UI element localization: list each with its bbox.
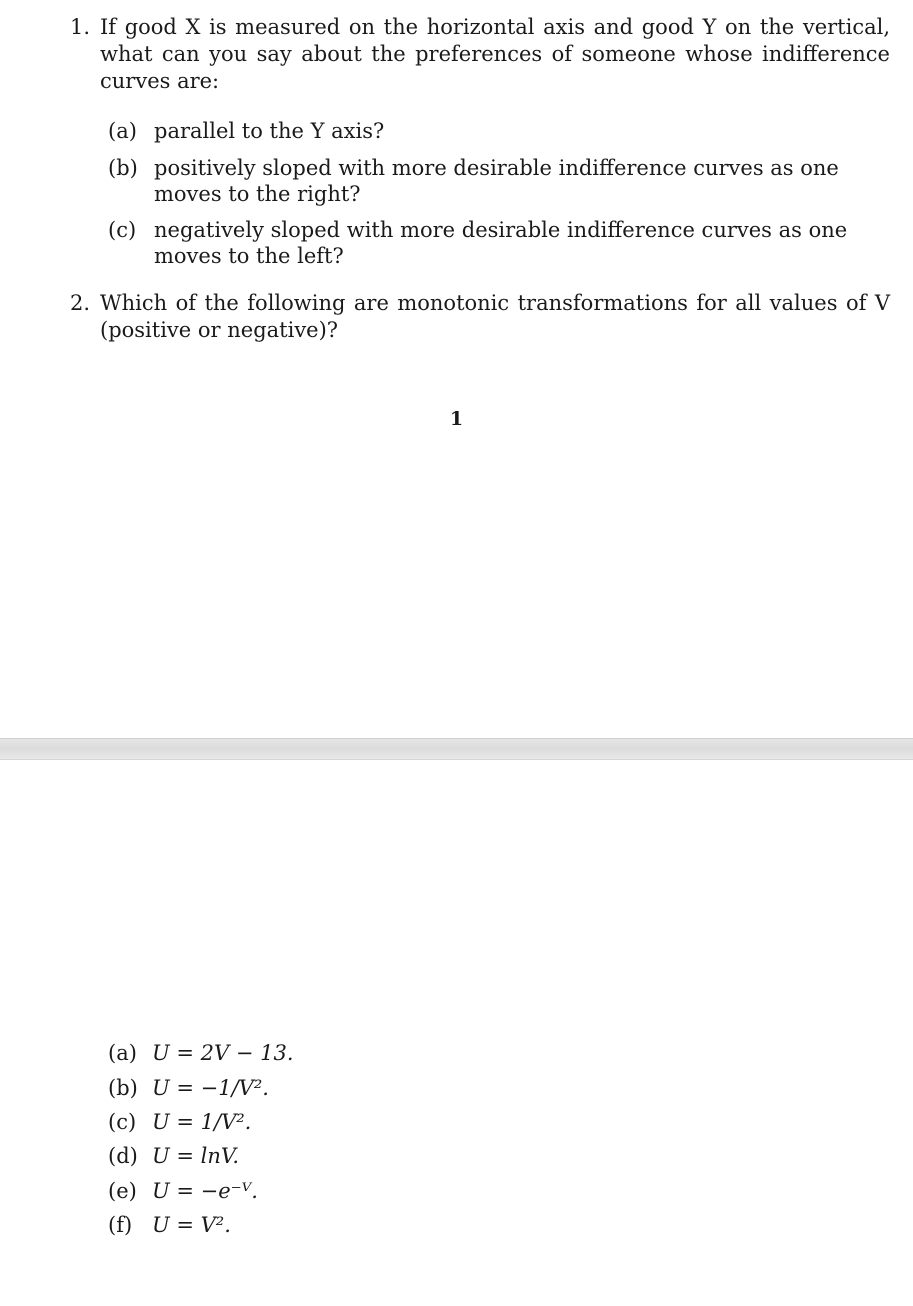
item-label: (b) <box>108 156 138 180</box>
option-expression: U = −e⁻ⱽ. <box>152 1179 258 1203</box>
question-2 <box>70 290 890 344</box>
option-expression: U = −1/V². <box>152 1076 269 1100</box>
item-text: parallel to the Y axis? <box>154 119 385 143</box>
question-2-option-f <box>108 1212 708 1238</box>
option-label: (e) <box>108 1179 137 1203</box>
question-number: 2. <box>70 291 91 315</box>
option-expression: U = 2V − 13. <box>152 1041 294 1065</box>
item-text: positively sloped with more desirable indifference curves as one moves to the right? <box>154 156 839 206</box>
question-2-option-c <box>108 1109 708 1135</box>
question-2-option-a <box>108 1040 708 1066</box>
page-number: 1 <box>449 408 464 430</box>
option-label: (d) <box>108 1144 138 1168</box>
option-expression: U = 1/V². <box>152 1110 252 1134</box>
option-label: (b) <box>108 1076 138 1100</box>
option-expression: U = V². <box>152 1213 231 1237</box>
question-2-option-e <box>108 1178 708 1204</box>
option-label: (c) <box>108 1110 137 1134</box>
page-separator <box>0 738 913 760</box>
option-label: (a) <box>108 1041 137 1065</box>
question-2-option-b <box>108 1075 708 1101</box>
question-1-item-c <box>108 217 888 269</box>
question-number: 1. <box>70 15 91 39</box>
item-label: (a) <box>108 119 137 143</box>
option-label: (f) <box>108 1213 133 1237</box>
item-text: negatively sloped with more desirable indifference curves as one moves to the left? <box>154 218 848 268</box>
question-1-item-b <box>108 155 888 207</box>
question-2-option-d <box>108 1143 708 1169</box>
question-1-item-a <box>108 118 888 144</box>
question-text: If good X is measured on the horizontal axis and good Y on the vertical, what can you say about the preferences of someone whose indifference curves are: <box>100 15 890 93</box>
option-expression: U = lnV. <box>152 1144 240 1168</box>
question-text: Which of the following are monotonic transformations for all values of V (positive or negative)? <box>100 291 890 342</box>
item-label: (c) <box>108 218 137 242</box>
question-1 <box>70 14 890 95</box>
